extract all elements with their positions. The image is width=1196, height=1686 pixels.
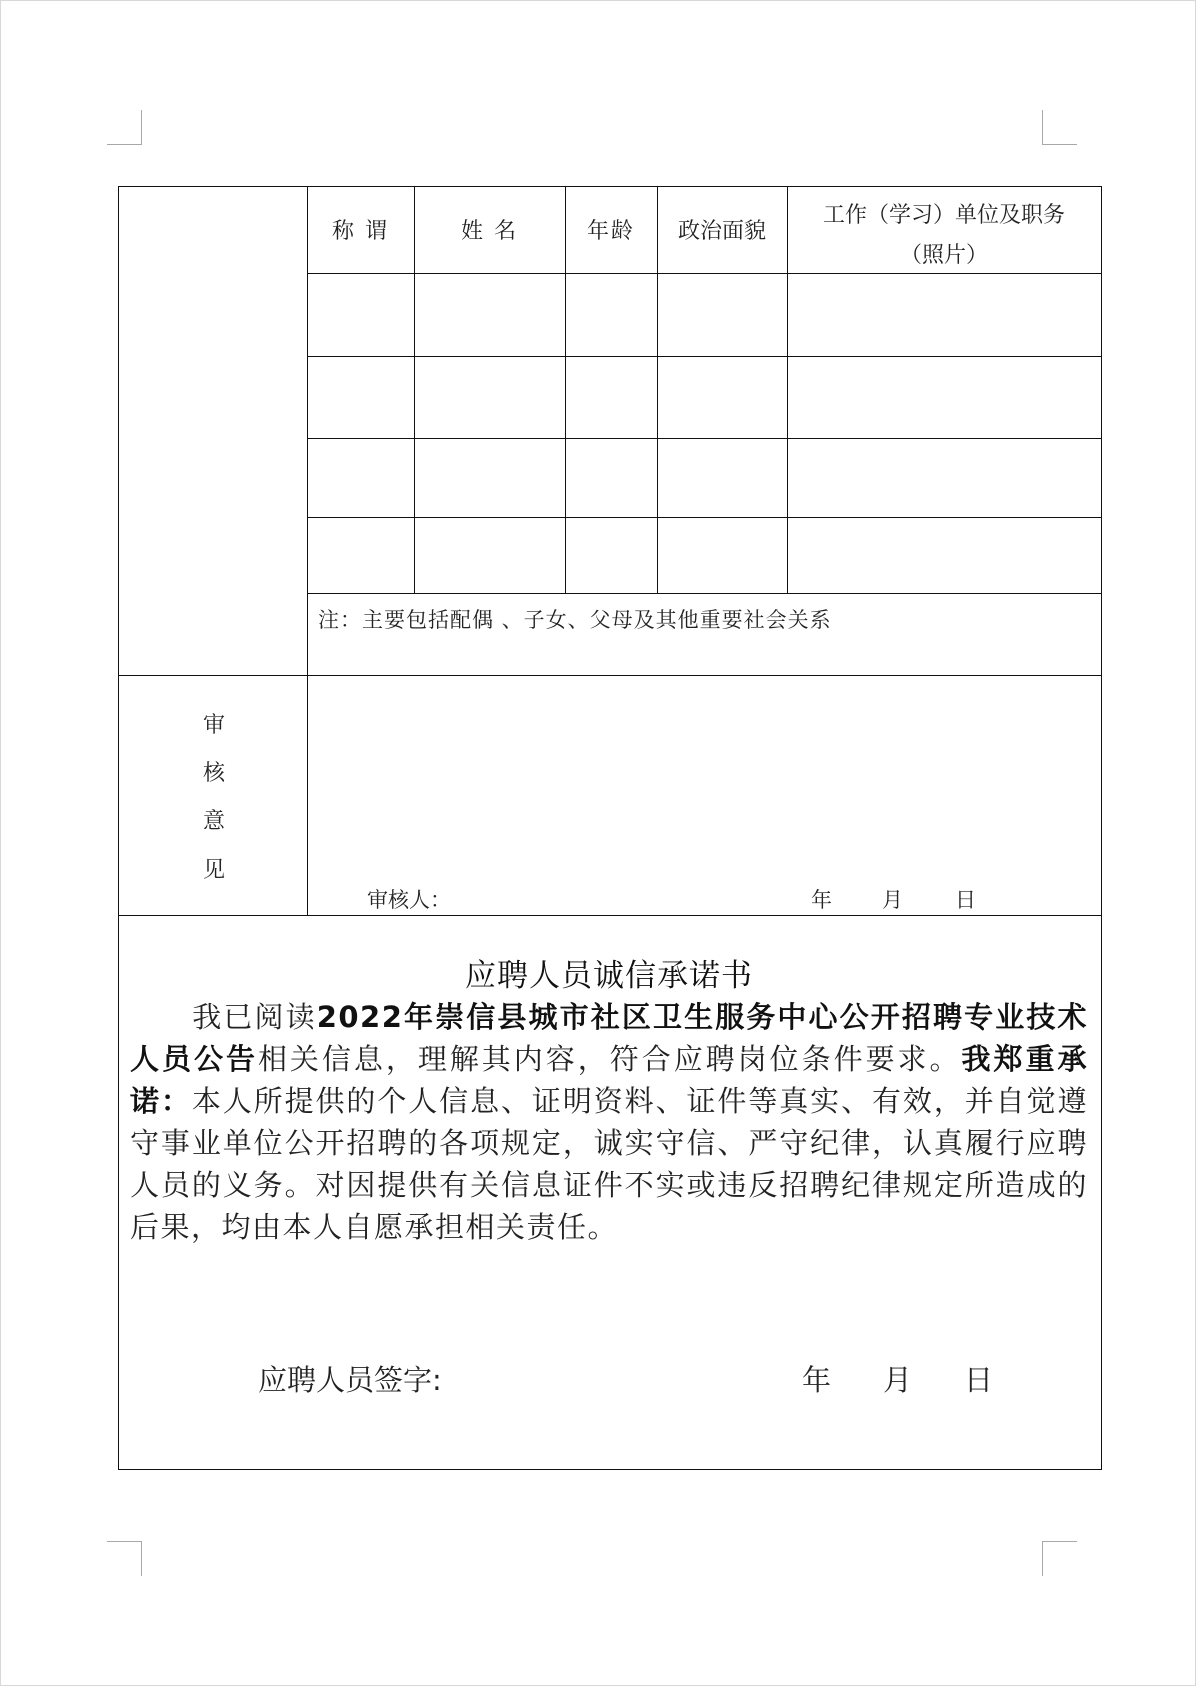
review-label-char: 意 [203, 809, 226, 834]
header-name: 姓 名 [461, 219, 518, 244]
header-age: 年龄 [586, 219, 635, 244]
header-political-status: 政治面貌 [677, 219, 766, 244]
pledge-text: 本人所提供的个人信息、证明资料、证件等真实、有效，并自觉遵守事业单位公开招聘的各项规定，诚实守信、严守纪律，认真履行应聘人员的义务。对因提供有关信息证件不实或违反招聘纪律规定所造成的后果，均由本人自愿承担相关责任。 [130, 1084, 1088, 1244]
review-label-char: 核 [203, 761, 226, 786]
header-title: 称 谓 [332, 219, 389, 244]
review-date-year: 年 [811, 888, 832, 912]
table-row[interactable] [307, 438, 1102, 517]
review-label-char: 审 [203, 713, 226, 738]
signature-date-day: 日 [964, 1363, 994, 1397]
crop-mark-bottom-left [107, 1541, 142, 1576]
table-row[interactable] [307, 356, 1102, 438]
table-row[interactable] [307, 273, 1102, 356]
pledge-announcement: 2022年崇信县城市社区卫生服务中心公开招聘专业技术人员公告 [130, 1000, 1088, 1076]
crop-mark-top-left [107, 110, 142, 145]
signature-date-year: 年 [802, 1363, 832, 1397]
pledge-body [130, 996, 1088, 1248]
table-row[interactable] [307, 517, 1102, 593]
crop-mark-bottom-right [1042, 1541, 1077, 1576]
crop-mark-top-right [1042, 110, 1077, 145]
pledge-mid: 相关信息，理解其内容，符合应聘岗位条件要求。 [257, 1042, 962, 1076]
signature-label: 应聘人员签字: [258, 1363, 442, 1397]
pledge-commitment-label: 我郑重承诺： [130, 1042, 1088, 1118]
review-date-month: 月 [882, 888, 903, 912]
review-opinion-field[interactable] [308, 676, 1100, 866]
signature-field[interactable] [470, 1352, 770, 1396]
review-label-char: 见 [203, 858, 226, 883]
pledge-title: 应聘人员诚信承诺书 [465, 958, 753, 994]
header-photo: （照片） [899, 242, 988, 268]
table-note: 注：主要包括配偶 、子女、父母及其他重要社会关系 [318, 608, 832, 632]
header-work-unit: 工作（学习）单位及职务 [822, 202, 1065, 228]
pledge-intro: 我已阅读 [192, 1000, 317, 1034]
reviewer-label: 审核人： [367, 888, 451, 912]
signature-date-month: 月 [883, 1363, 913, 1397]
review-date-day: 日 [955, 888, 976, 912]
